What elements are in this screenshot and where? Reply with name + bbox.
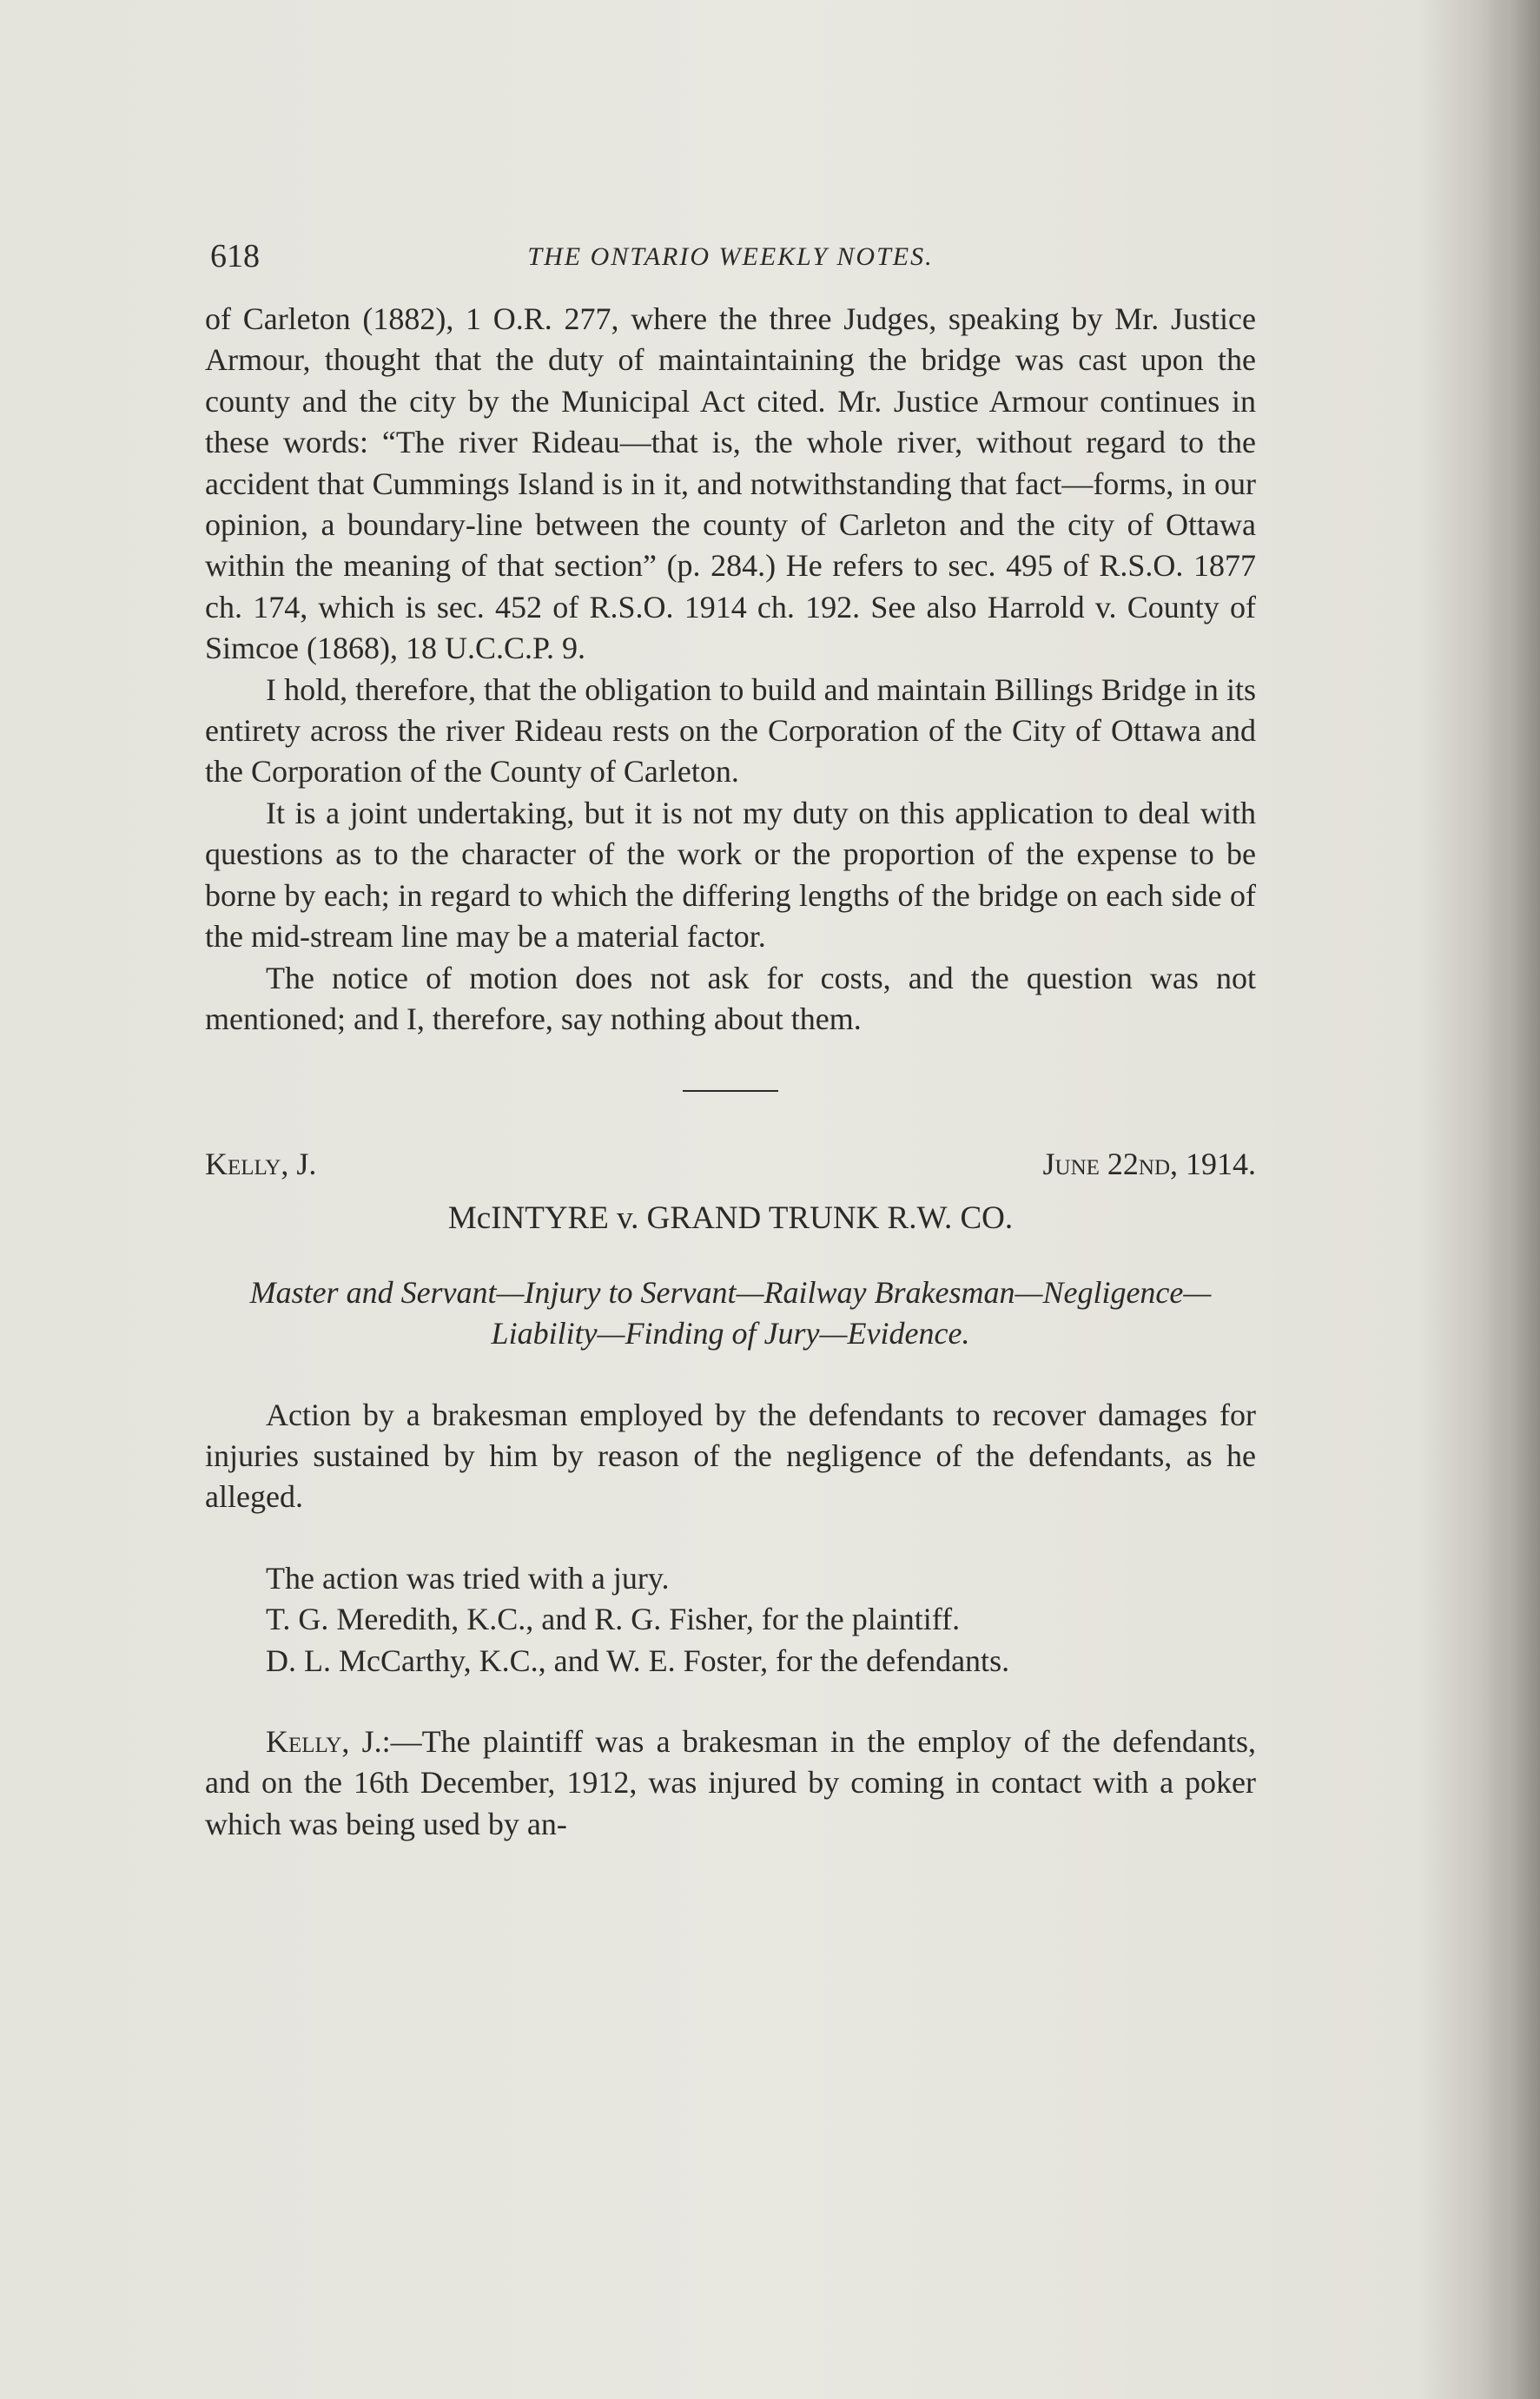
judgment-judge: Kelly, J. <box>266 1723 382 1759</box>
page-header <box>205 226 1256 278</box>
paragraph-4: The notice of motion does not ask for costs, and the question was not mentioned; and I, therefore, say nothing about them. <box>205 960 1256 1036</box>
case-judge-date-line <box>205 1144 1256 1186</box>
page-edge-shadow <box>1488 0 1540 2399</box>
spacer <box>205 1518 1256 1558</box>
case-judge: Kelly, J. <box>205 1147 317 1182</box>
case-date: June 22nd, 1914. <box>1042 1147 1256 1182</box>
case-title: McINTYRE v. GRAND TRUNK R.W. CO. <box>447 1200 1014 1237</box>
case-summary: Action by a brakesman employed by the defendants to recover damages for injuries sustained by him by reason of the negligence of the defendants, as he alleged. <box>205 1397 1256 1515</box>
judgment-paragraph <box>205 1722 1256 1845</box>
case-trial: The action was tried with a jury. <box>266 1560 670 1596</box>
paragraph-1: of Carleton (1882), 1 O.R. 277, where the three Judges, speaking by Mr. Justice Armour, thought that the duty of maintaintaining the bridge was cast upon the county and the city by the Municipal Act cited. Mr. Justice Armour continues in these words: “The river Rideau—that is, the whole river, without regard to the accident that Cummings Island is in it, and notwithstanding that fact—forms, in our opinion, a boundary-line between the county of Carleton and the city of Ottawa within the meaning of that section” (p. 284.) He refers to sec. 495 of R.S.O. 1877 ch. 174, which is sec. 452 of R.S.O. 1914 ch. 192. See also Harrold v. County of Simcoe (1868), 18 U.C.C.P. 9. <box>205 301 1256 666</box>
spacer <box>205 1682 1256 1722</box>
page-text <box>205 226 1256 1845</box>
counsel-plaintiff: T. G. Meredith, K.C., and R. G. Fisher, for the plaintiff. <box>266 1602 961 1637</box>
running-head: THE ONTARIO WEEKLY NOTES. <box>527 242 934 271</box>
section-divider <box>683 1090 778 1092</box>
case-headnote: Master and Servant—Injury to Servant—Railway Brakesman—Negligence—Liability—Finding of Jury—Evidence. <box>249 1274 1212 1352</box>
paragraph-3: It is a joint undertaking, but it is not my duty on this application to deal with questions as to the character of the work or the proportion of the expense to be borne by each; in regard to which the differing lengths of the bridge on each side of the mid-stream line may be a material factor. <box>205 795 1256 955</box>
page-number: 618 <box>210 238 260 274</box>
paragraph-2: I hold, therefore, that the obligation to build and maintain Billings Bridge in its entirety across the river Rideau rests on the Corporation of the City of Ottawa and the Corporation of the County of Carleton. <box>205 671 1256 790</box>
judgment-text: :—The plaintiff was a brakesman in the employ of the defendants, and on the 16th December, 1912, was injured by coming in contact with a poker which was being used by an- <box>205 1723 1256 1841</box>
counsel-defendants: D. L. McCarthy, K.C., and W. E. Foster, for the defendants. <box>266 1642 1010 1678</box>
